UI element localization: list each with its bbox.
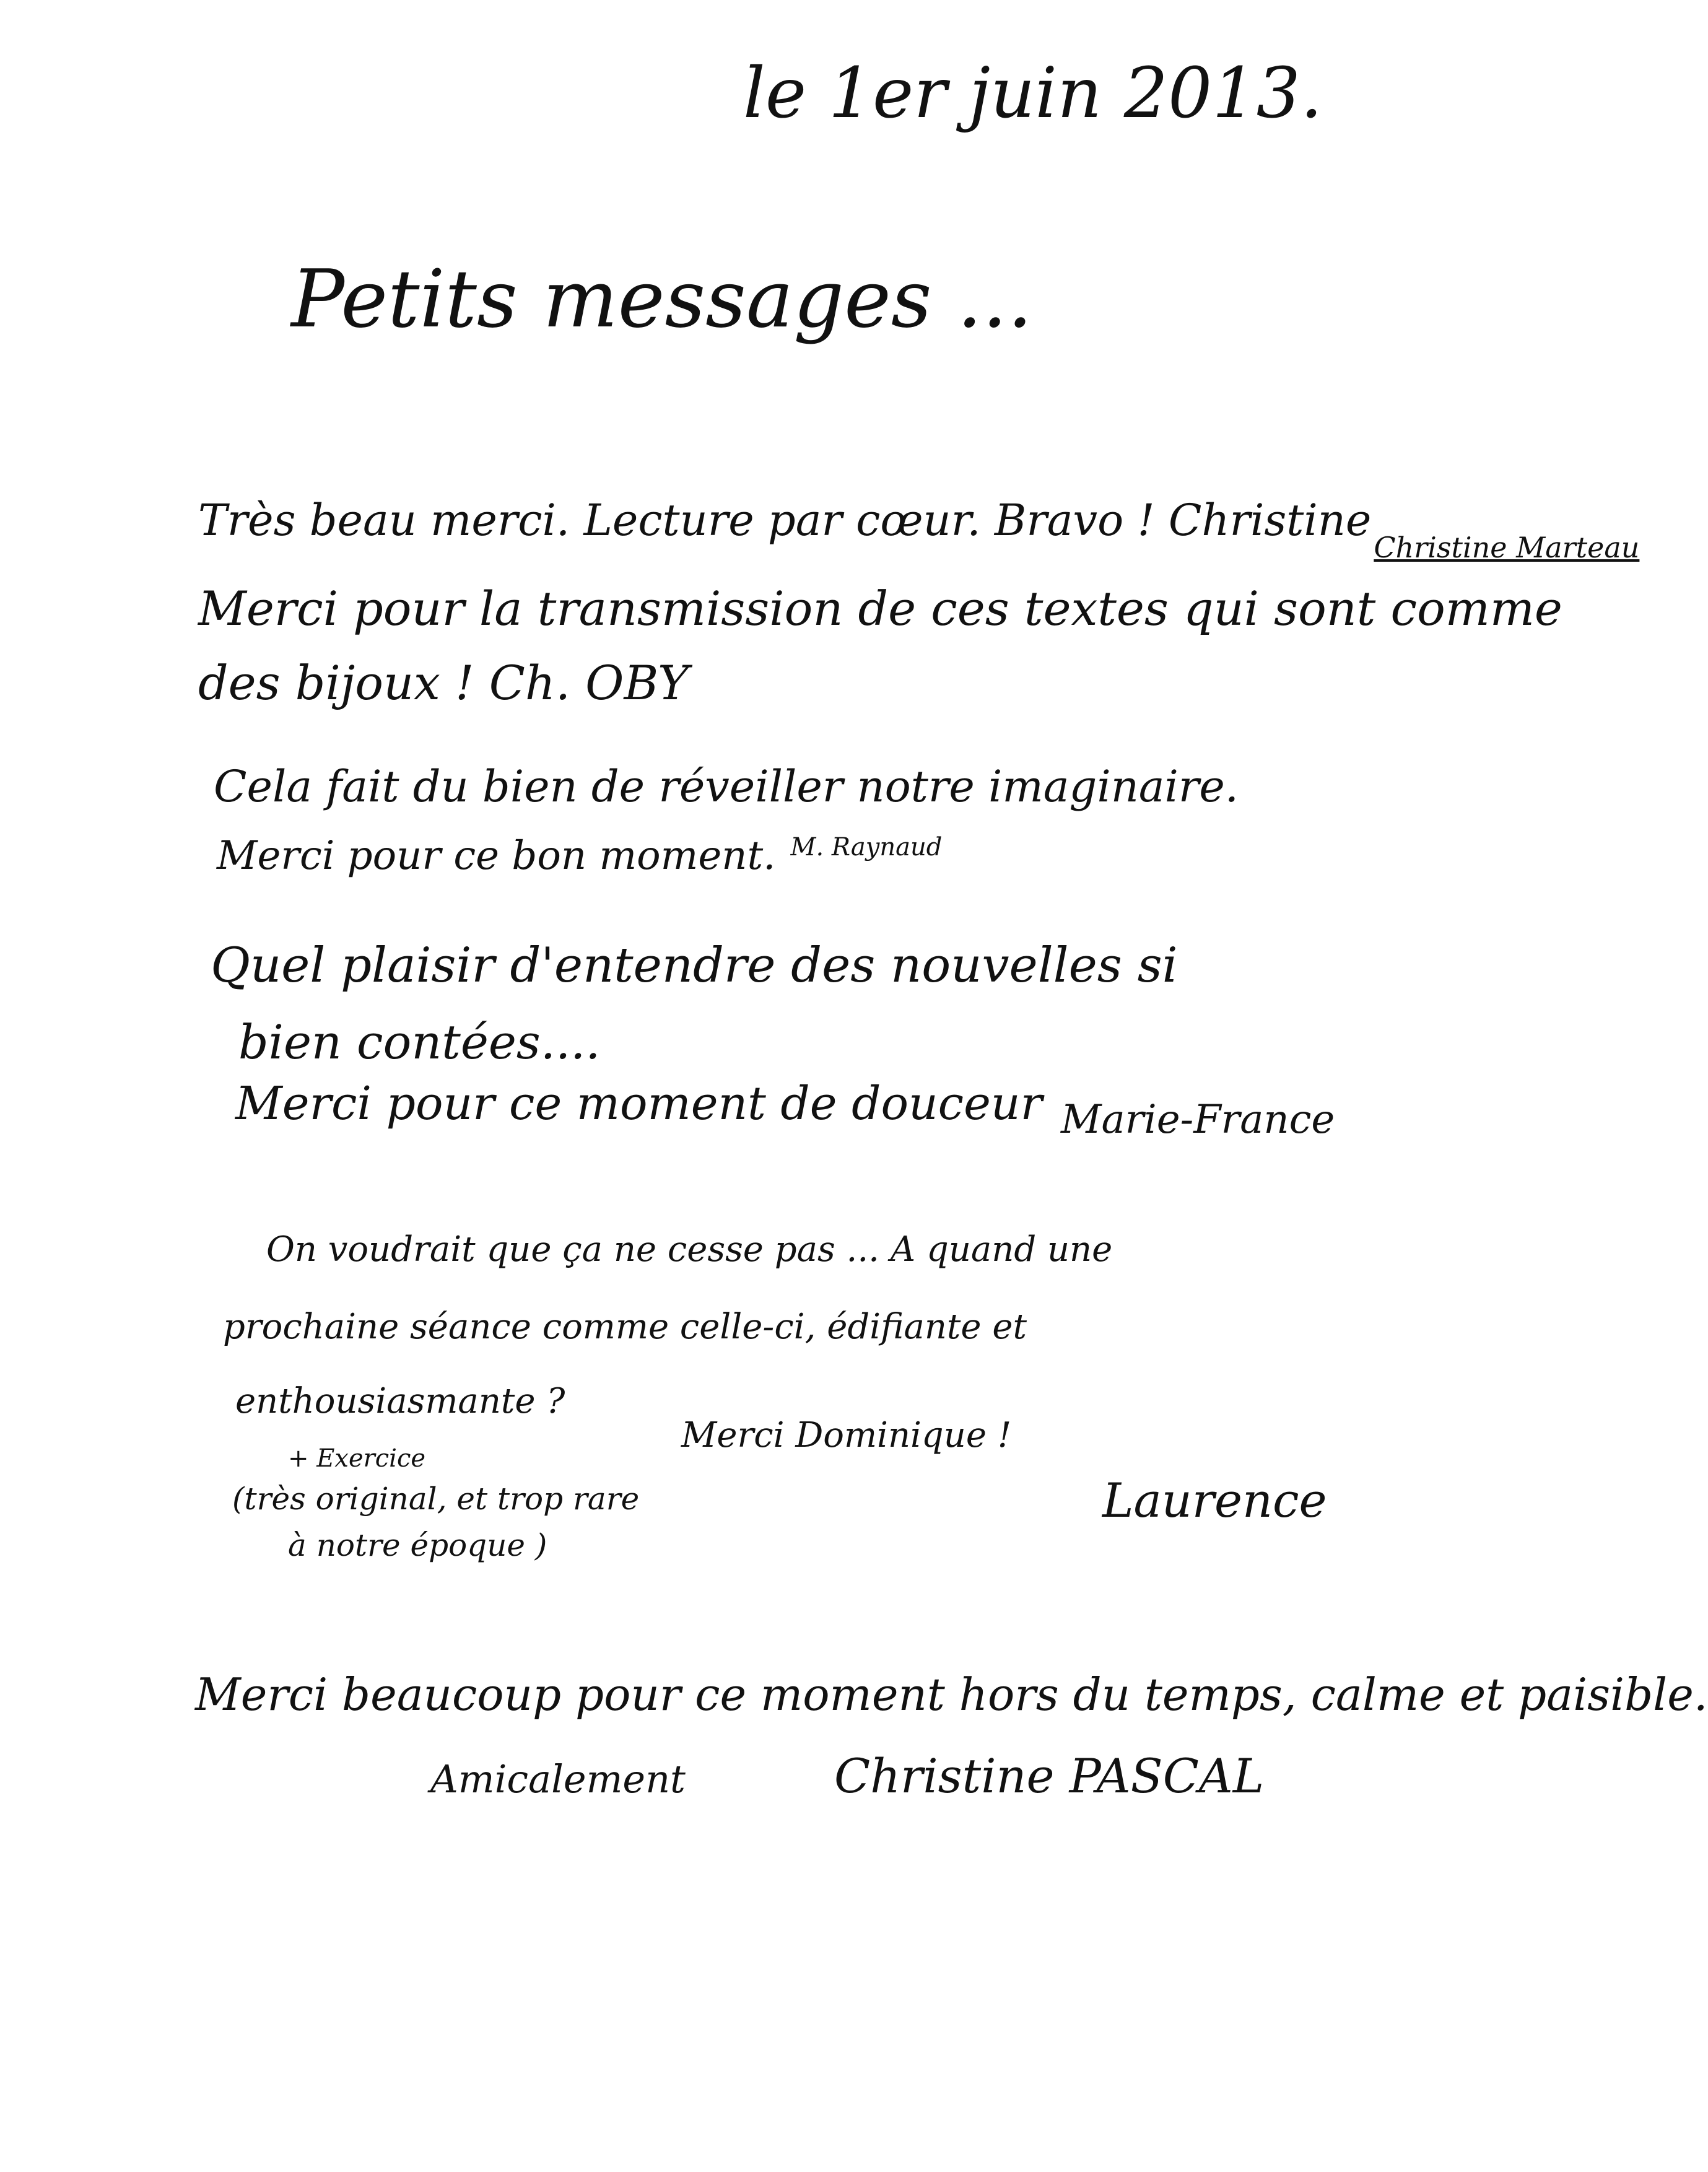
message-line: Merci Dominique ! [681,1415,1012,1455]
message-line: Quel plaisir d'entendre des nouvelles si [211,938,1178,993]
message-text: Très beau merci. Lecture par cœur. Bravo ! Christine [198,495,1372,546]
message-line [198,495,1640,564]
message-line [217,833,943,879]
signature: Laurence [1102,1473,1327,1528]
date-line: le 1er juin 2013. [743,53,1323,134]
message-line: des bijoux ! Ch. OBY [198,655,689,710]
message-line: Merci pour la transmission de ces textes qui sont comme [198,581,1562,636]
signature: Christine PASCAL [834,1748,1265,1803]
message-line: Merci beaucoup pour ce moment hors du temps, calme et paisible. [195,1668,1708,1721]
message-line: On voudrait que ça ne cesse pas ... A quand une [266,1229,1113,1270]
message-text: Amicalement [430,1756,686,1802]
message-text: Merci pour ce bon moment. [217,833,776,879]
message-text: Merci pour ce moment de douceur [235,1077,1042,1130]
message-line: enthousiasmante ? [235,1381,565,1421]
note-line: + Exercice [288,1444,426,1473]
signature: Marie-France [1060,1097,1335,1143]
message-line: prochaine séance comme celle-ci, édifiante et [223,1307,1027,1347]
message-line: bien contées.... [238,1014,601,1070]
note-line: à notre époque ) [288,1527,547,1563]
page-title: Petits messages ... [291,253,1033,346]
message-line [235,1077,1335,1143]
note-line: (très original, et trop rare [232,1481,640,1517]
message-line [430,1748,1265,1803]
signature: Christine Marteau [1374,531,1640,564]
message-line: Cela fait du bien de réveiller notre imaginaire. [214,761,1239,812]
signature: M. Raynaud [790,833,943,861]
